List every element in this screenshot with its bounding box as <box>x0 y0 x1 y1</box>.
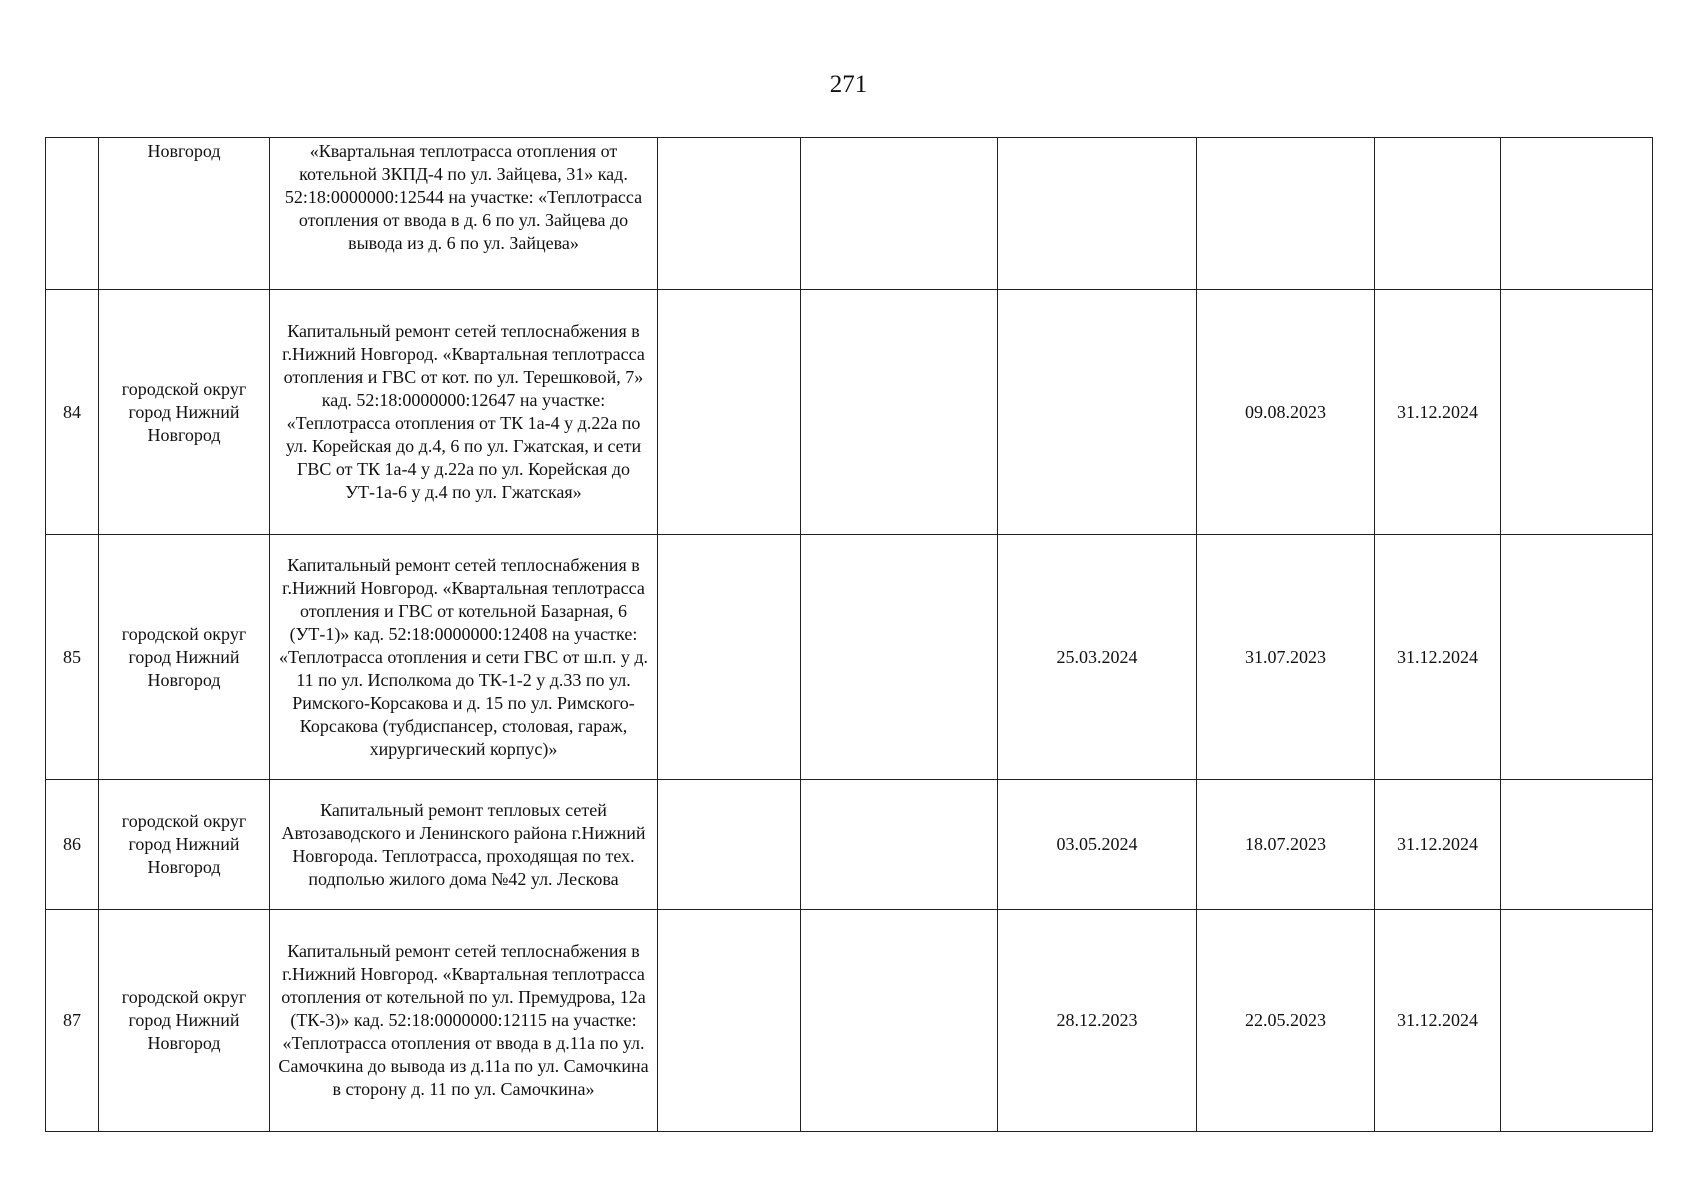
date-cell: 03.05.2024 <box>998 780 1197 910</box>
municipality-cell: городской округ город Нижний Новгород <box>99 535 270 780</box>
empty-cell <box>1501 780 1653 910</box>
empty-cell <box>658 535 801 780</box>
table-row <box>46 910 1653 1132</box>
empty-cell <box>658 290 801 535</box>
date-cell: 25.03.2024 <box>998 535 1197 780</box>
page-number: 271 <box>829 71 868 98</box>
date-cell: 31.12.2024 <box>1375 910 1501 1132</box>
empty-cell <box>1501 910 1653 1132</box>
object-name-cell: Капитальный ремонт тепловых сетей Автозаводского и Ленинского района г.Нижний Новгорода. Теплотрасса, проходящая по тех. подполью жилого дома №42 ул. Лескова <box>270 780 658 910</box>
empty-cell <box>658 910 801 1132</box>
empty-cell <box>658 138 801 290</box>
date-cell: 31.12.2024 <box>1375 780 1501 910</box>
municipality-cell: городской округ город Нижний Новгород <box>99 780 270 910</box>
date-cell <box>1197 138 1375 290</box>
date-cell <box>1375 138 1501 290</box>
date-cell: 31.07.2023 <box>1197 535 1375 780</box>
date-cell <box>998 290 1197 535</box>
municipality-cell: городской округ город Нижний Новгород <box>99 290 270 535</box>
object-name-cell: Капитальный ремонт сетей теплоснабжения в г.Нижний Новгород. «Квартальная теплотрасса отопления от котельной по ул. Премудрова, 12а (ТК-3)» кад. 52:18:0000000:12115 на участке: «Теплотрасса отопления от ввода в д.11а по ул. Самочкина до вывода из д.11а по ул. Самочкина в сторону д. 11 по ул. Самочкина» <box>270 910 658 1132</box>
table-row <box>46 780 1653 910</box>
empty-cell <box>1501 290 1653 535</box>
date-cell: 31.12.2024 <box>1375 290 1501 535</box>
municipality-cell: Новгород <box>99 138 270 290</box>
date-cell: 09.08.2023 <box>1197 290 1375 535</box>
empty-cell <box>1501 138 1653 290</box>
empty-cell <box>801 780 998 910</box>
table-row <box>46 290 1653 535</box>
row-number-cell: 86 <box>46 780 99 910</box>
table-row <box>46 138 1653 290</box>
row-number-cell: 87 <box>46 910 99 1132</box>
row-number-cell: 85 <box>46 535 99 780</box>
object-name-cell: Капитальный ремонт сетей теплоснабжения в г.Нижний Новгород. «Квартальная теплотрасса отопления и ГВС от котельной Базарная, 6 (УТ-1)» кад. 52:18:0000000:12408 на участке: «Теплотрасса отопления и сети ГВС от ш.п. у д. 11 по ул. Исполкома до ТК-1-2 у д.33 по ул. Римского-Корсакова и д. 15 по ул. Римского-Корсакова (тубдиспансер, столовая, гараж, хирургический корпус)» <box>270 535 658 780</box>
empty-cell <box>801 910 998 1132</box>
date-cell: 22.05.2023 <box>1197 910 1375 1132</box>
row-number-cell <box>46 138 99 290</box>
empty-cell <box>658 780 801 910</box>
object-name-cell: Капитальный ремонт сетей теплоснабжения в г.Нижний Новгород. «Квартальная теплотрасса отопления и ГВС от кот. по ул. Терешковой, 7» кад. 52:18:0000000:12647 на участке: «Теплотрасса отопления от ТК 1а-4 у д.22а по ул. Корейская до д.4, 6 по ул. Гжатская, и сети ГВС от ТК 1а-4 у д.22а по ул. Корейская до УТ-1а-6 у д.4 по ул. Гжатская» <box>270 290 658 535</box>
object-name-cell: «Квартальная теплотрасса отопления от котельной ЗКПД-4 по ул. Зайцева, 31» кад. 52:18:0000000:12544 на участке: «Теплотрасса отопления от ввода в д. 6 по ул. Зайцева до вывода из д. 6 по ул. Зайцева» <box>270 138 658 290</box>
date-cell: 28.12.2023 <box>998 910 1197 1132</box>
empty-cell <box>801 535 998 780</box>
date-cell: 31.12.2024 <box>1375 535 1501 780</box>
date-cell: 18.07.2023 <box>1197 780 1375 910</box>
municipality-cell: городской округ город Нижний Новгород <box>99 910 270 1132</box>
row-number-cell: 84 <box>46 290 99 535</box>
empty-cell <box>801 290 998 535</box>
date-cell <box>998 138 1197 290</box>
works-table <box>45 137 1653 1132</box>
empty-cell <box>801 138 998 290</box>
table-row <box>46 535 1653 780</box>
empty-cell <box>1501 535 1653 780</box>
